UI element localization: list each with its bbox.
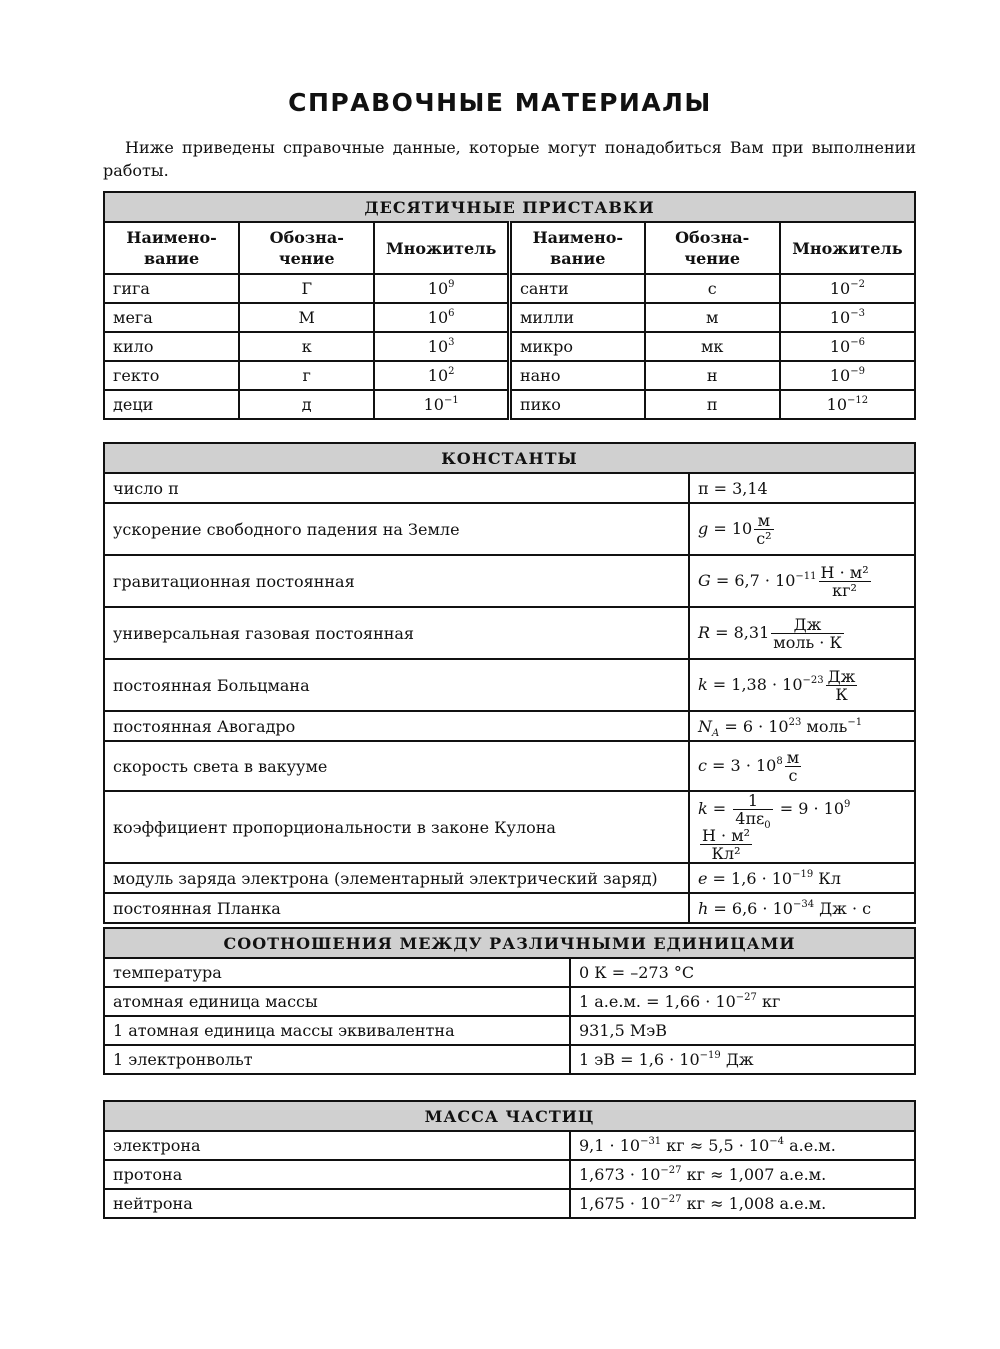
prefix-multiplier: $10^{-9}$ (780, 361, 915, 390)
constant-value: $c = 3 \cdot 10^8$ м с (689, 741, 915, 791)
column-header: Обозна- чение (645, 222, 780, 274)
prefix-symbol: М (239, 303, 374, 332)
constant-name: ускорение свободного падения на Земле (104, 503, 689, 555)
unit-name: атомная единица массы (104, 987, 570, 1016)
prefix-symbol: п (645, 390, 780, 419)
particle-mass: $1,675 \cdot 10^{-27}$ кг ≈ 1,008 а.е.м. (570, 1189, 915, 1218)
prefix-multiplier: $10^{-12}$ (780, 390, 915, 419)
table-row (104, 274, 915, 303)
particle-mass: $1,673 \cdot 10^{-27}$ кг ≈ 1,007 а.е.м. (570, 1160, 915, 1189)
unit-name: 1 атомная единица массы эквивалентна (104, 1016, 570, 1045)
table-header: СООТНОШЕНИЯ МЕЖДУ РАЗЛИЧНЫМИ ЕДИНИЦАМИ (104, 928, 915, 958)
table-row (104, 1045, 915, 1074)
table-row (104, 791, 915, 863)
prefix-name: милли (509, 303, 644, 332)
table-row (104, 987, 915, 1016)
intro-text: Ниже приведены справочные данные, которые могут понадобиться Вам при выполнении работы. (103, 138, 916, 180)
prefix-symbol: к (239, 332, 374, 361)
prefix-multiplier: $10^9$ (374, 274, 509, 303)
prefix-multiplier: $10^{-3}$ (780, 303, 915, 332)
table-row (104, 1131, 915, 1160)
column-header: Наимено- вание (509, 222, 644, 274)
table-row (104, 503, 915, 555)
constant-value: k = $\frac{1}{4\pi\varepsilon_0}$ = $9 \cdot 10^9$ Н · м² Кл² (689, 791, 915, 863)
unit-name: температура (104, 958, 570, 987)
table-row (104, 473, 915, 503)
unit-name: 1 электронвольт (104, 1045, 570, 1074)
particle-mass: $9,1 \cdot 10^{-31}$ кг ≈ $5,5 \cdot 10^{-4}$ а.е.м. (570, 1131, 915, 1160)
column-header: Обозна- чение (239, 222, 374, 274)
table-row (104, 361, 915, 390)
constant-name: коэффициент пропорциональности в законе Кулона (104, 791, 689, 863)
unit-value: 1 а.е.м. = $1,66 \cdot 10^{-27}$ кг (570, 987, 915, 1016)
table-row (104, 893, 915, 923)
prefix-name: деци (104, 390, 239, 419)
table-row (104, 958, 915, 987)
constant-value: g = 10 м с² (689, 503, 915, 555)
prefix-name: гига (104, 274, 239, 303)
constant-value: $e = 1,6 \cdot 10^{-19}$ Кл (689, 863, 915, 893)
unit-value: 1 эВ = $1,6 \cdot 10^{-19}$ Дж (570, 1045, 915, 1074)
table-row (104, 1189, 915, 1218)
prefix-symbol: д (239, 390, 374, 419)
page-title: СПРАВОЧНЫЕ МАТЕРИАЛЫ (288, 88, 712, 117)
table-row (104, 659, 915, 711)
constant-value: $h = 6,6 \cdot 10^{-34}$ Дж · с (689, 893, 915, 923)
prefix-symbol: Г (239, 274, 374, 303)
table-row (104, 607, 915, 659)
prefix-name: санти (509, 274, 644, 303)
constant-name: гравитационная постоянная (104, 555, 689, 607)
particle-name: протона (104, 1160, 570, 1189)
particle-name: электрона (104, 1131, 570, 1160)
prefix-name: микро (509, 332, 644, 361)
table-header: КОНСТАНТЫ (104, 443, 915, 473)
prefix-multiplier: $10^{-2}$ (780, 274, 915, 303)
unit-value: 0 К = –273 °С (570, 958, 915, 987)
table-row (104, 390, 915, 419)
prefix-multiplier: $10^2$ (374, 361, 509, 390)
constant-name: число π (104, 473, 689, 503)
prefix-multiplier: $10^{-1}$ (374, 390, 509, 419)
table-row (104, 711, 915, 741)
column-header: Наимено- вание (104, 222, 239, 274)
units-table (103, 927, 916, 1075)
constant-value: $G = 6,7 \cdot 10^{-11}$ Н · м² кг² (689, 555, 915, 607)
constant-name: модуль заряда электрона (элементарный электрический заряд) (104, 863, 689, 893)
constant-name: постоянная Планка (104, 893, 689, 923)
column-header: Множитель (780, 222, 915, 274)
column-header: Множитель (374, 222, 509, 274)
prefix-name: гекто (104, 361, 239, 390)
table-row (104, 555, 915, 607)
prefix-symbol: м (645, 303, 780, 332)
constant-name: скорость света в вакууме (104, 741, 689, 791)
prefix-name: нано (509, 361, 644, 390)
constant-value: $N_A = 6 \cdot 10^{23}$ моль$^{-1}$ (689, 711, 915, 741)
prefix-symbol: г (239, 361, 374, 390)
prefix-multiplier: $10^{-6}$ (780, 332, 915, 361)
prefix-name: пико (509, 390, 644, 419)
prefix-symbol: с (645, 274, 780, 303)
constant-name: постоянная Больцмана (104, 659, 689, 711)
table-row (104, 303, 915, 332)
prefix-multiplier: $10^3$ (374, 332, 509, 361)
prefix-multiplier: $10^6$ (374, 303, 509, 332)
constant-value: R = 8,31 Дж моль · К (689, 607, 915, 659)
constant-value: $k = 1,38 \cdot 10^{-23}$ Дж К (689, 659, 915, 711)
table-header: МАССА ЧАСТИЦ (104, 1101, 915, 1131)
table-row (104, 332, 915, 361)
prefix-name: мега (104, 303, 239, 332)
constant-value: π = 3,14 (689, 473, 915, 503)
table-row (104, 1160, 915, 1189)
table-row (104, 863, 915, 893)
prefix-name: кило (104, 332, 239, 361)
prefixes-table (103, 191, 916, 420)
masses-table (103, 1100, 916, 1219)
table-row (104, 741, 915, 791)
constant-name: постоянная Авогадро (104, 711, 689, 741)
constant-name: универсальная газовая постоянная (104, 607, 689, 659)
prefix-symbol: мк (645, 332, 780, 361)
table-header: ДЕСЯТИЧНЫЕ ПРИСТАВКИ (104, 192, 915, 222)
table-row (104, 1016, 915, 1045)
unit-value: 931,5 МэВ (570, 1016, 915, 1045)
prefix-symbol: н (645, 361, 780, 390)
particle-name: нейтрона (104, 1189, 570, 1218)
constants-table (103, 442, 916, 924)
